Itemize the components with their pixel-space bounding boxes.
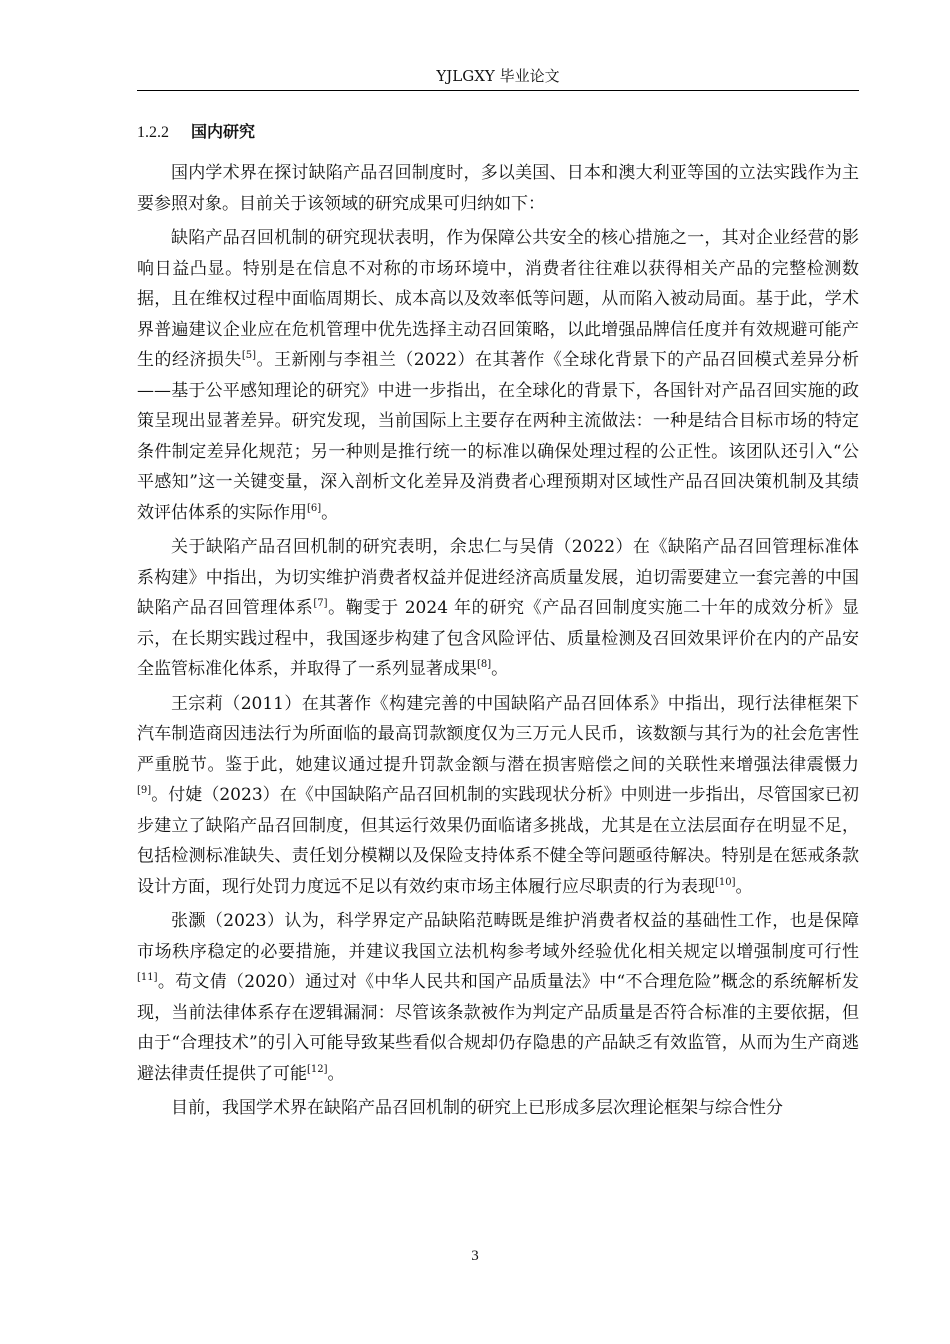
paragraph-text: 张灏（2023）认为，科学界定产品缺陷范畴既是维护消费者权益的基础性工作，也是保障市场秩序稳定的必要措施，并建议我国立法机构参考域外经验优化相关规定以增强制度可行性 [137, 911, 859, 962]
page-number: 3 [471, 1248, 479, 1264]
citation-ref: [5] [241, 350, 257, 361]
paragraph-text: 王宗莉（2011）在其著作《构建完善的中国缺陷产品召回体系》中指出，现行法律框架下汽车制造商因违法行为所面临的最高罚款额度仅为三万元人民币，该数额与其行为的社会危害性严重脱节。鉴于此，她建议通过提升罚款金额与潜在损害赔偿之间的关联性来增强法律震慑力 [137, 693, 859, 775]
section-title: 国内研究 [191, 122, 256, 141]
citation-ref: [6] [307, 502, 322, 514]
citation-ref: [10] [715, 876, 736, 888]
header-title: YJLGXY 毕业论文 [436, 67, 560, 85]
paragraph-text: 。王新刚与李祖兰（2022）在其著作《全球化背景下的产品召回模式差异分析——基于公平感知理论的研究》中进一步指出，在全球化的背景下，各国针对产品召回实施的政策呈现出显著差异。研究发现，当前国际上主要存在两种主流做法：一种是结合目标市场的特定条件制定差异化规范；另一种则是推行统一的标准以确保处理过程的公正性。该团队还引入“公平感知”这一关键变量，深入剖析文化差异及消费者心理预期对区域性产品召回决策机制及其绩效评估体系的实际作用 [137, 350, 860, 523]
section-heading [137, 120, 255, 145]
paragraph-text: 。鞠雯于 2024 年的研究《产品召回制度实施二十年的成效分析》显示，在长期实践过程中，我国逐步构建了包含风险评估、质量检测及召回效果评价在内的产品安全监管标准化体系，并取得了一系列显著成果 [137, 598, 860, 679]
paragraph [137, 1093, 859, 1124]
paragraph-text: 国内学术界在探讨缺陷产品召回制度时，多以美国、日本和澳大利亚等国的立法实践作为主要参照对象。目前关于该领域的研究成果可归纳如下： [137, 163, 859, 214]
paragraph-text: 。苟文倩（2020）通过对《中华人民共和国产品质量法》中“不合理危险”概念的系统解析发现，当前法律体系存在逻辑漏洞：尽管该条款被作为判定产品质量是否符合标准的主要依据，但由于“合理技术”的引入可能导致某些看似合规却仍存隐患的产品缺乏有效监管，从而为生产商逃避法律责任提供了可能 [137, 972, 859, 1084]
citation-ref: [9] [137, 785, 152, 796]
paragraph-text: 关于缺陷产品召回机制的研究表明，余忠仁与吴倩（2022）在《缺陷产品召回管理标准体系构建》中指出，为切实维护消费者权益并促进经济高质量发展，迫切需要建立一套完善的中国缺陷产品召回管理体系 [137, 537, 859, 618]
citation-ref: [12] [307, 1063, 328, 1075]
body-text [137, 158, 859, 1128]
paragraph [137, 689, 859, 903]
paragraph [137, 906, 859, 1089]
paragraph-text: 缺陷产品召回机制的研究现状表明，作为保障公共安全的核心措施之一，其对企业经营的影响日益凸显。特别是在信息不对称的市场环境中，消费者往往难以获得相关产品的完整检测数据，且在维权过程中面临周期长、成本高以及效率低等问题，从而陷入被动局面。基于此，学术界普遍建议企业应在危机管理中优先选择主动召回策略，以此增强品牌信任度并有效规避可能产生的经济损失 [137, 228, 859, 370]
citation-ref: [8] [477, 659, 492, 670]
section-number: 1.2.2 [137, 124, 169, 141]
citation-ref: [11] [137, 972, 158, 983]
paragraph [137, 223, 859, 528]
paragraph-text: 。 [321, 502, 339, 523]
paragraph-text: 。 [735, 876, 753, 897]
paragraph [137, 532, 859, 685]
running-header [137, 64, 859, 91]
citation-ref: [7] [313, 598, 328, 609]
paragraph-text: 。 [327, 1063, 345, 1084]
paragraph [137, 158, 859, 219]
paragraph-text: 。 [491, 659, 509, 679]
paragraph-text: 目前，我国学术界在缺陷产品召回机制的研究上已形成多层次理论框架与综合性分 [171, 1098, 783, 1118]
paragraph-text: 。付婕（2023）在《中国缺陷产品召回机制的实践现状分析》中则进一步指出，尽管国家已初步建立了缺陷产品召回制度，但其运行效果仍面临诸多挑战，尤其是在立法层面存在明显不足，包括检测标准缺失、责任划分模糊以及保险支持体系不健全等问题亟待解决。特别是在惩戒条款设计方面，现行处罚力度远不足以有效约束市场主体履行应尽职责的行为表现 [137, 785, 859, 897]
